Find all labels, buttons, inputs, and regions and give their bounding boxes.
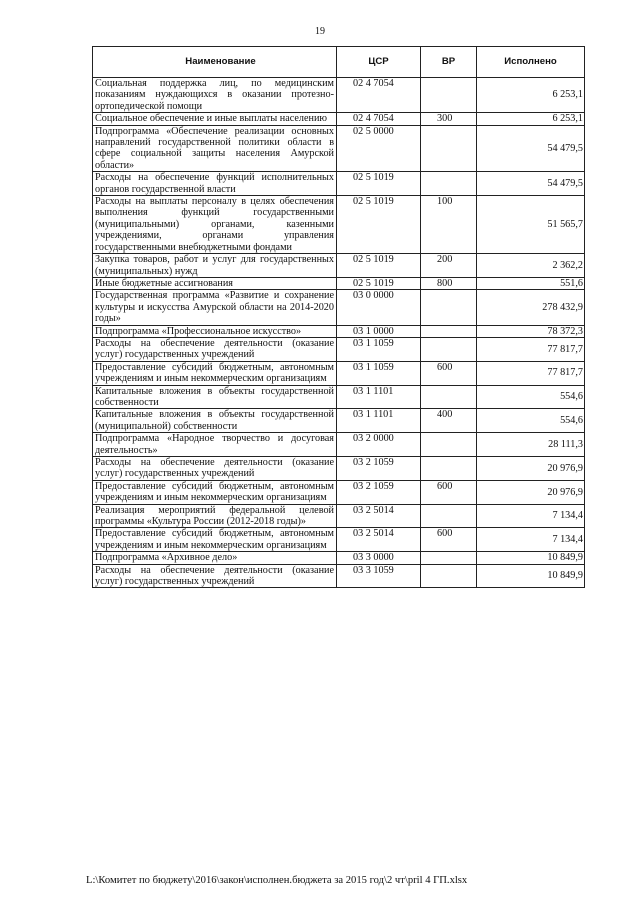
table-row [93,385,585,409]
row-vr-cell [421,125,477,172]
row-vr-cell: 600 [421,361,477,385]
row-name-cell: Подпрограмма «Архивное дело» [93,552,337,564]
table-row [93,113,585,125]
row-executed-cell: 51 565,7 [477,196,585,254]
row-executed-cell: 7 134,4 [477,504,585,528]
row-vr-cell: 200 [421,254,477,278]
row-csr-cell: 02 5 1019 [337,277,421,289]
row-csr-cell: 02 4 7054 [337,113,421,125]
row-vr-cell: 100 [421,196,477,254]
row-csr-cell: 02 5 1019 [337,172,421,196]
row-vr-cell: 400 [421,409,477,433]
row-vr-cell [421,172,477,196]
row-executed-cell: 554,6 [477,409,585,433]
row-name-cell: Подпрограмма «Профессиональное искусство» [93,325,337,337]
table-row [93,172,585,196]
table-row [93,504,585,528]
row-name-cell: Социальное обеспечение и иные выплаты населению [93,113,337,125]
row-name-cell: Расходы на обеспечение функций исполнительных органов государственной власти [93,172,337,196]
row-csr-cell: 03 2 1059 [337,480,421,504]
table-row [93,433,585,457]
row-vr-cell [421,290,477,325]
table-row [93,196,585,254]
table-row [93,457,585,481]
row-vr-cell [421,78,477,113]
row-executed-cell: 278 432,9 [477,290,585,325]
row-executed-cell: 20 976,9 [477,457,585,481]
row-csr-cell: 03 1 1059 [337,337,421,361]
row-name-cell: Расходы на обеспечение деятельности (оказание услуг) государственных учреждений [93,457,337,481]
row-vr-cell [421,504,477,528]
row-csr-cell: 03 2 1059 [337,457,421,481]
row-executed-cell: 2 362,2 [477,254,585,278]
row-executed-cell: 7 134,4 [477,528,585,552]
row-executed-cell: 20 976,9 [477,480,585,504]
row-vr-cell [421,552,477,564]
row-name-cell: Предоставление субсидий бюджетным, автономным учреждениям и иным некоммерческим организациям [93,480,337,504]
row-name-cell: Предоставление субсидий бюджетным, автономным учреждениям и иным некоммерческим организациям [93,528,337,552]
table-row [93,564,585,588]
table-row [93,277,585,289]
row-executed-cell: 77 817,7 [477,337,585,361]
row-name-cell: Расходы на обеспечение деятельности (оказание услуг) государственных учреждений [93,337,337,361]
row-vr-cell [421,564,477,588]
table-row [93,254,585,278]
row-name-cell: Закупка товаров, работ и услуг для государственных (муниципальных) нужд [93,254,337,278]
table-header-row [93,47,585,78]
row-csr-cell: 03 2 0000 [337,433,421,457]
row-vr-cell [421,457,477,481]
row-executed-cell: 10 849,9 [477,552,585,564]
row-name-cell: Реализация мероприятий федеральной целевой программы «Культура России (2012-2018 годы)» [93,504,337,528]
row-executed-cell: 54 479,5 [477,125,585,172]
row-vr-cell: 300 [421,113,477,125]
row-csr-cell: 02 5 1019 [337,196,421,254]
header-name: Наименование [93,47,337,78]
row-vr-cell: 800 [421,277,477,289]
row-name-cell: Капитальные вложения в объекты государственной (муниципальной) собственности [93,409,337,433]
row-csr-cell: 02 4 7054 [337,78,421,113]
table-row [93,290,585,325]
row-executed-cell: 28 111,3 [477,433,585,457]
row-name-cell: Социальная поддержка лиц, по медицинским показаниям нуждающихся в оказании протезно-ортопедической помощи [93,78,337,113]
row-vr-cell [421,385,477,409]
row-csr-cell: 02 5 1019 [337,254,421,278]
table-row [93,337,585,361]
table-row [93,78,585,113]
row-name-cell: Иные бюджетные ассигнования [93,277,337,289]
row-csr-cell: 03 3 1059 [337,564,421,588]
row-executed-cell: 54 479,5 [477,172,585,196]
table-body [93,78,585,588]
row-csr-cell: 03 2 5014 [337,504,421,528]
table-row [93,325,585,337]
row-executed-cell: 6 253,1 [477,78,585,113]
row-vr-cell [421,325,477,337]
row-name-cell: Расходы на выплаты персоналу в целях обеспечения выполнения функций государственными (муниципальными) органами, казенными учреждениями, органами управления государственными внебюджетными фондами [93,196,337,254]
row-executed-cell: 554,6 [477,385,585,409]
page-number: 19 [315,26,325,37]
row-name-cell: Государственная программа «Развитие и сохранение культуры и искусства Амурской области на 2014-2020 годы» [93,290,337,325]
table-row [93,552,585,564]
row-name-cell: Подпрограмма «Обеспечение реализации основных направлений государственной политики области в сфере социальной защиты населения Амурской области» [93,125,337,172]
row-executed-cell: 6 253,1 [477,113,585,125]
row-csr-cell: 03 1 0000 [337,325,421,337]
file-path-footer: L:\Комитет по бюджету\2016\закон\исполнен.бюджета за 2015 год\2 чт\pril 4 ГП.xlsx [86,875,468,886]
row-executed-cell: 78 372,3 [477,325,585,337]
table-row [93,528,585,552]
row-executed-cell: 77 817,7 [477,361,585,385]
row-csr-cell: 02 5 0000 [337,125,421,172]
header-executed: Исполнено [477,47,585,78]
row-csr-cell: 03 1 1059 [337,361,421,385]
row-vr-cell [421,337,477,361]
table-row [93,361,585,385]
table-row [93,480,585,504]
row-vr-cell: 600 [421,528,477,552]
row-executed-cell: 551,6 [477,277,585,289]
row-csr-cell: 03 0 0000 [337,290,421,325]
row-executed-cell: 10 849,9 [477,564,585,588]
table-row [93,125,585,172]
row-csr-cell: 03 1 1101 [337,409,421,433]
row-csr-cell: 03 3 0000 [337,552,421,564]
budget-execution-table [92,46,585,588]
header-vr: ВР [421,47,477,78]
row-vr-cell [421,433,477,457]
row-csr-cell: 03 1 1101 [337,385,421,409]
row-name-cell: Капитальные вложения в объекты государственной собственности [93,385,337,409]
header-csr: ЦСР [337,47,421,78]
row-name-cell: Расходы на обеспечение деятельности (оказание услуг) государственных учреждений [93,564,337,588]
row-vr-cell: 600 [421,480,477,504]
row-csr-cell: 03 2 5014 [337,528,421,552]
row-name-cell: Предоставление субсидий бюджетным, автономным учреждениям и иным некоммерческим организациям [93,361,337,385]
row-name-cell: Подпрограмма «Народное творчество и досуговая деятельность» [93,433,337,457]
table-row [93,409,585,433]
